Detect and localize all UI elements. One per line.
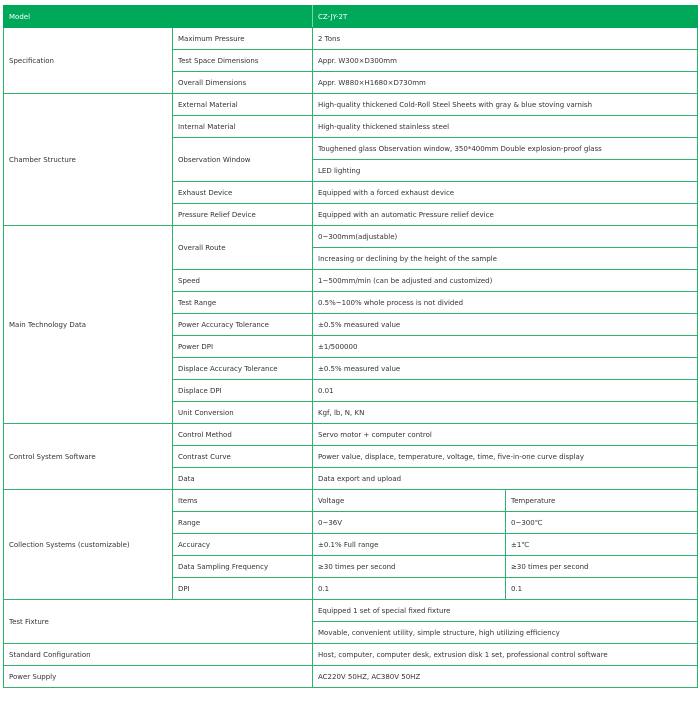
section-label-standard: Standard Configuration bbox=[4, 644, 313, 666]
row-label: Maximum Pressure bbox=[173, 28, 313, 50]
row-value: Increasing or declining by the height of the sample bbox=[313, 248, 698, 270]
voltage-value: ≥30 times per second bbox=[313, 556, 506, 578]
row-label: DPI bbox=[173, 578, 313, 600]
model-label: Model bbox=[4, 6, 313, 28]
table-row bbox=[4, 424, 698, 446]
row-label: Overall Route bbox=[173, 226, 313, 270]
row-value: Appr. W300×D300mm bbox=[313, 50, 698, 72]
voltage-value: 0~36V bbox=[313, 512, 506, 534]
temperature-value: ≥30 times per second bbox=[506, 556, 698, 578]
row-label: Items bbox=[173, 490, 313, 512]
row-value: High-quality thickened stainless steel bbox=[313, 116, 698, 138]
temperature-value: 0~300℃ bbox=[506, 512, 698, 534]
row-value: Kgf, lb, N, KN bbox=[313, 402, 698, 424]
table-row bbox=[4, 666, 698, 688]
section-label-specification: Specification bbox=[4, 28, 173, 94]
row-value: ±1/500000 bbox=[313, 336, 698, 358]
row-label: Data Sampling Frequency bbox=[173, 556, 313, 578]
section-label-power: Power Supply bbox=[4, 666, 313, 688]
section-label-fixture: Test Fixture bbox=[4, 600, 313, 644]
row-label: Power Accuracy Tolerance bbox=[173, 314, 313, 336]
row-value: LED lighting bbox=[313, 160, 698, 182]
table-header-row bbox=[4, 6, 698, 28]
row-value: Movable, convenient utility, simple structure, high utilizing efficiency bbox=[313, 622, 698, 644]
row-label: Overall Dimensions bbox=[173, 72, 313, 94]
row-label: Observation Window bbox=[173, 138, 313, 182]
row-value: Equipped with an automatic Pressure relief device bbox=[313, 204, 698, 226]
temperature-value: Temperature bbox=[506, 490, 698, 512]
row-value: 1~500mm/min (can be adjusted and customized) bbox=[313, 270, 698, 292]
table-row bbox=[4, 644, 698, 666]
row-label: Data bbox=[173, 468, 313, 490]
table-row bbox=[4, 226, 698, 248]
row-label: Contrast Curve bbox=[173, 446, 313, 468]
row-value: 0.01 bbox=[313, 380, 698, 402]
row-label: Exhaust Device bbox=[173, 182, 313, 204]
row-value: 0~300mm(adjustable) bbox=[313, 226, 698, 248]
row-value: ±0.5% measured value bbox=[313, 314, 698, 336]
row-value: High-quality thickened Cold-Roll Steel Sheets with gray & blue stoving varnish bbox=[313, 94, 698, 116]
table-row bbox=[4, 28, 698, 50]
row-value: Equipped 1 set of special fixed fixture bbox=[313, 600, 698, 622]
row-label: Test Space Dimensions bbox=[173, 50, 313, 72]
section-label-chamber: Chamber Structure bbox=[4, 94, 173, 226]
row-value: AC220V 50HZ, AC380V 50HZ bbox=[313, 666, 698, 688]
row-label: Unit Conversion bbox=[173, 402, 313, 424]
row-value: Servo motor + computer control bbox=[313, 424, 698, 446]
row-value: ±0.5% measured value bbox=[313, 358, 698, 380]
voltage-value: Voltage bbox=[313, 490, 506, 512]
row-value: Data export and upload bbox=[313, 468, 698, 490]
section-label-collection: Collection Systems (customizable) bbox=[4, 490, 173, 600]
row-value: 0.5%~100% whole process is not divided bbox=[313, 292, 698, 314]
row-label: Displace Accuracy Tolerance bbox=[173, 358, 313, 380]
row-label: Control Method bbox=[173, 424, 313, 446]
table-row bbox=[4, 94, 698, 116]
row-label: Pressure Relief Device bbox=[173, 204, 313, 226]
row-label: External Material bbox=[173, 94, 313, 116]
row-label: Test Range bbox=[173, 292, 313, 314]
row-label: Accuracy bbox=[173, 534, 313, 556]
row-value: Toughened glass Observation window, 350*400mm Double explosion-proof glass bbox=[313, 138, 698, 160]
row-value: Power value, displace, temperature, voltage, time, five-in-one curve display bbox=[313, 446, 698, 468]
table-row bbox=[4, 600, 698, 622]
voltage-value: 0.1 bbox=[313, 578, 506, 600]
row-label: Speed bbox=[173, 270, 313, 292]
row-label: Range bbox=[173, 512, 313, 534]
row-value: Appr. W880×H1680×D730mm bbox=[313, 72, 698, 94]
row-label: Power DPI bbox=[173, 336, 313, 358]
row-value: Equipped with a forced exhaust device bbox=[313, 182, 698, 204]
row-label: Internal Material bbox=[173, 116, 313, 138]
row-label: Displace DPI bbox=[173, 380, 313, 402]
temperature-value: ±1℃ bbox=[506, 534, 698, 556]
row-value: 2 Tons bbox=[313, 28, 698, 50]
specification-table bbox=[3, 5, 698, 688]
section-label-control: Control System Software bbox=[4, 424, 173, 490]
voltage-value: ±0.1% Full range bbox=[313, 534, 506, 556]
model-value: CZ-JY-2T bbox=[313, 6, 698, 28]
section-label-technology: Main Technology Data bbox=[4, 226, 173, 424]
temperature-value: 0.1 bbox=[506, 578, 698, 600]
row-value: Host, computer, computer desk, extrusion disk 1 set, professional control software bbox=[313, 644, 698, 666]
table-row bbox=[4, 490, 698, 512]
